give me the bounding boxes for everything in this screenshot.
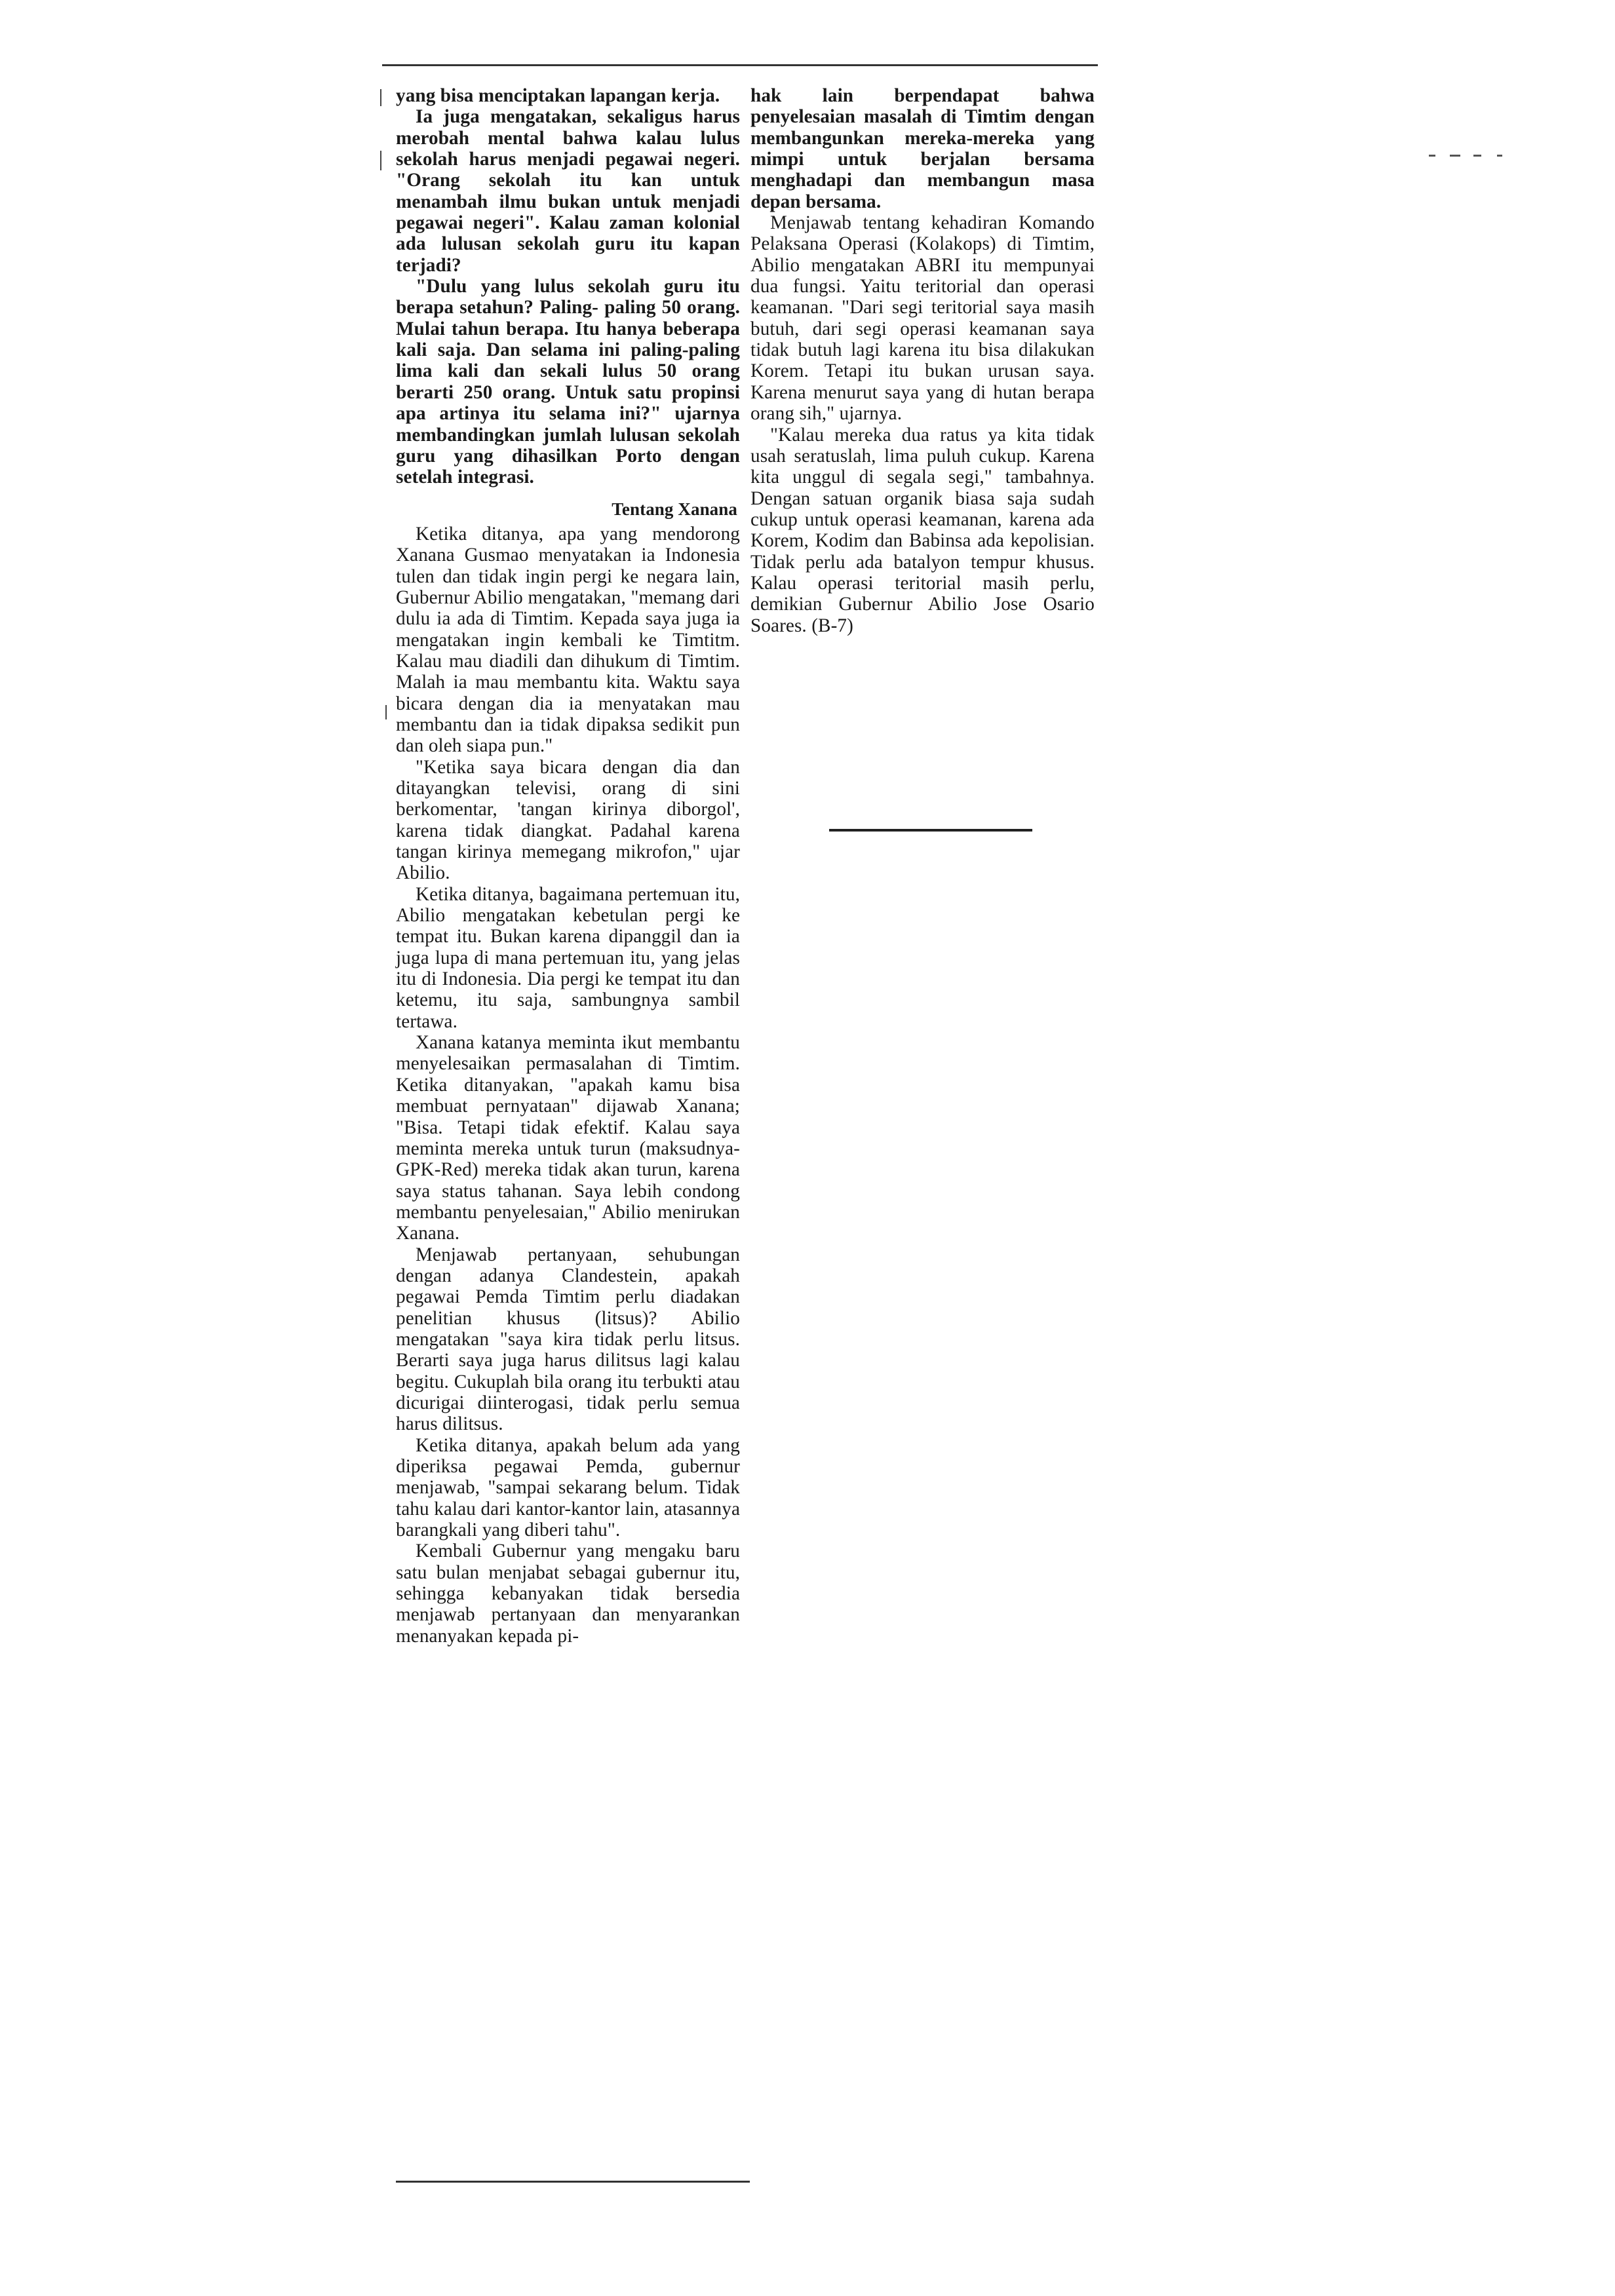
top-column-rule xyxy=(382,64,1098,66)
paragraph: Menjawab tentang kehadiran Komando Pelaksana Operasi (Kolakops) di Timtim, Abilio mengatakan ABRI itu mempunyai dua fungsi. Yaitu teritorial dan operasi keamanan. "Dari segi teritorial saya masih butuh, dari segi operasi keamanan saya tidak butuh lagi karena itu bisa dilakukan Korem. Tetapi itu bukan urusan saya. Karena menurut saya yang di hutan berapa orang sih," ujarnya. xyxy=(750,212,1095,425)
bottom-column-rule xyxy=(396,2181,750,2183)
paragraph: Ketika ditanya, bagaimana pertemuan itu, Abilio mengatakan kebetulan pergi ke tempat itu. Bukan karena dipanggil dan ia juga lupa di mana pertemuan itu, yang jelas itu di Indonesia. Dia pergi ke tempat itu dan ketemu, itu saja, sambungnya sambil tertawa. xyxy=(396,883,740,1032)
margin-mark xyxy=(380,89,381,106)
paragraph: Ia juga mengatakan, sekaligus harus merobah mental bahwa kalau lulus sekolah harus menjadi pegawai negeri. "Orang sekolah itu kan untuk menambah ilmu bukan untuk menjadi pegawai negeri". Kalau zaman kolonial ada lulusan sekolah guru itu kapan terjadi? xyxy=(396,106,740,276)
paragraph: Ketika ditanya, apa yang mendorong Xanana Gusmao menyatakan ia Indonesia tulen dan tidak ingin pergi ke negara lain, Gubernur Abilio mengatakan, "memang dari dulu ia ada di Timtim. Kepada saya juga ia mengatakan ingin kembali ke Timtitm. Kalau mau diadili dan dihukum di Timtim. Malah ia mau membantu kita. Waktu saya bicara dengan dia ia menyatakan mau membantu dan ia tidak dipaksa sedikit pun dan oleh siapa pun." xyxy=(396,523,740,757)
paragraph: Menjawab pertanyaan, sehubungan dengan adanya Clandestein, apakah pegawai Pemda Timtim perlu diadakan penelitian khusus (litsus)? Abilio mengatakan "saya kira tidak perlu litsus. Berarti saya juga harus dilitsus lagi kalau begitu. Cukuplah bila orang itu terbukti atau dicurigai diinterogasi, tidak perlu semua harus dilitsus. xyxy=(396,1244,740,1435)
paragraph: Kembali Gubernur yang mengaku baru satu bulan menjabat sebagai gubernur itu, sehingga kebanyakan tidak bersedia menjawab pertanyaan dan menyarankan menanyakan kepada pi- xyxy=(396,1540,740,1647)
paragraph: hak lain berpendapat bahwa penyelesaian masalah di Timtim dengan membangunkan mereka-mereka yang mimpi untuk berjalan bersama menghadapi dan membangun masa depan bersama. xyxy=(750,85,1095,212)
paragraph: "Ketika saya bicara dengan dia dan ditayangkan televisi, orang di sini berkomentar, 'tangan kirinya diborgol', karena tidak diangkat. Padahal karena tangan kirinya memegang mikrofon," ujar Abilio. xyxy=(396,756,740,884)
article-end-rule xyxy=(829,829,1032,832)
paragraph: "Dulu yang lulus sekolah guru itu berapa setahun? Paling- paling 50 orang. Mulai tahun berapa. Itu hanya beberapa kali saja. Dan selama ini paling-paling lima kali dan sekali lulus 50 orang berarti 250 orang. Untuk satu propinsi apa artinya itu selama ini?" ujarnya membandingkan jumlah lulusan sekolah guru yang dihasilkan Porto dengan setelah integrasi. xyxy=(396,276,740,488)
subheading: Tentang Xanana xyxy=(612,499,737,519)
paragraph: Ketika ditanya, apakah belum ada yang diperiksa pegawai Pemda, gubernur menjawab, "sampai sekarang belum. Tidak tahu kalau dari kantor-kantor lain, atasannya barangkali yang diberi tahu". xyxy=(396,1434,740,1541)
right-column xyxy=(750,85,1095,636)
scan-speck xyxy=(1497,155,1502,157)
paragraph: yang bisa menciptakan lapangan kerja. xyxy=(396,85,720,106)
paragraph: "Kalau mereka dua ratus ya kita tidak usah seratuslah, lima puluh cukup. Karena kita unggul di segala segi," tambahnya. Dengan satuan organik biasa saja sudah cukup untuk operasi keamanan, karena ada Korem, Kodim dan Babinsa ada kepolisian. Tidak perlu ada batalyon tempur khusus. Kalau operasi teritorial masih perlu, demikian Gubernur Abilio Jose Osario Soares. (B-7) xyxy=(750,424,1095,636)
paragraph: Xanana katanya meminta ikut membantu menyelesaikan permasalahan di Timtim. Ketika ditanyakan, "apakah kamu bisa membuat pernyataan" dijawab Xanana; "Bisa. Tetapi tidak efektif. Kalau saya meminta mereka untuk turun (maksudnya-GPK-Red) mereka tidak akan turun, karena saya status tahanan. Saya lebih condong membantu penyelesaian," Abilio menirukan Xanana. xyxy=(396,1032,740,1244)
scan-speck xyxy=(1450,155,1460,157)
left-column xyxy=(396,85,740,1647)
margin-mark xyxy=(380,151,381,170)
margin-mark xyxy=(385,705,387,719)
scan-speck xyxy=(1429,155,1435,157)
scan-speck xyxy=(1473,155,1481,157)
